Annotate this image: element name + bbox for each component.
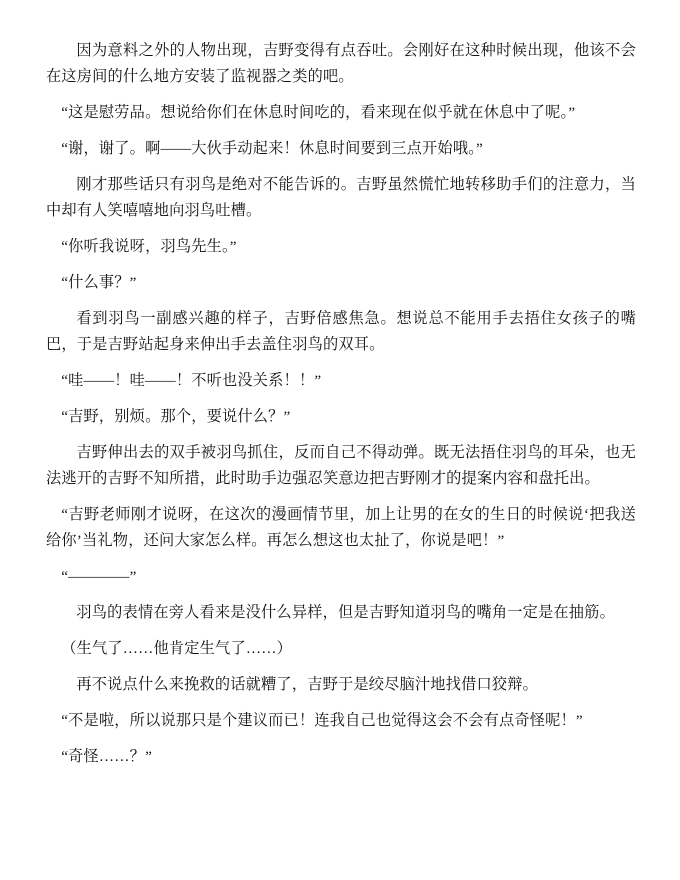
dialogue-paragraph: （生气了……他肯定生气了……） <box>61 640 292 657</box>
dialogue-paragraph: “这是慰劳品。想说给你们在休息时间吃的，看来现在似乎就在休息中了呢。” <box>61 104 576 121</box>
dialogue-paragraph: “谢，谢了。啊——大伙手动起来！休息时间要到三点开始哦。” <box>61 140 483 157</box>
dialogue-paragraph: “吉野老师刚才说呀，在这次的漫画情节里，加上让男的在女的生日的时候说‘把我送给你’当礼物，还问大家怎么样。再怎么想这也太扯了，你说是吧！” <box>46 506 636 549</box>
dialogue-paragraph: “哇——！哇——！不听也没关系！！” <box>61 372 322 389</box>
dialogue-paragraph: “什么事？” <box>61 274 137 291</box>
dialogue-paragraph: “不是啦，所以说那只是个建议而已！连我自己也觉得这会不会有点奇怪呢！” <box>61 712 583 729</box>
dialogue-paragraph: “吉野，别烦。那个，要说什么？” <box>61 408 291 425</box>
narrative-paragraph: 吉野伸出去的双手被羽鸟抓住，反而自己不得动弹。既无法捂住羽鸟的耳朵，也无法逃开的吉野不知所措，此时助手边强忍笑意边把吉野刚才的提案内容和盘托出。 <box>46 444 636 487</box>
document-body <box>46 38 636 770</box>
dialogue-paragraph: “奇怪……？” <box>61 748 153 765</box>
dialogue-paragraph: “你听我说呀，羽鸟先生。” <box>61 238 237 255</box>
narrative-paragraph: 因为意料之外的人物出现，吉野变得有点吞吐。会刚好在这种时候出现，他该不会在这房间的什么地方安装了监视器之类的吧。 <box>46 42 636 85</box>
narrative-paragraph: 刚才那些话只有羽鸟是绝对不能告诉的。吉野虽然慌忙地转移助手们的注意力，当中却有人笑嘻嘻地向羽鸟吐槽。 <box>46 176 636 219</box>
narrative-paragraph: 再不说点什么来挽救的话就糟了，吉野于是绞尽脑汁地找借口狡辩。 <box>76 676 539 693</box>
narrative-paragraph: 看到羽鸟一副感兴趣的样子，吉野倍感焦急。想说总不能用手去捂住女孩子的嘴巴，于是吉野站起身来伸出手去盖住羽鸟的双耳。 <box>46 310 636 353</box>
dialogue-paragraph: “————” <box>61 568 137 585</box>
narrative-paragraph: 羽鸟的表情在旁人看来是没什么异样，但是吉野知道羽鸟的嘴角一定是在抽筋。 <box>76 604 615 621</box>
